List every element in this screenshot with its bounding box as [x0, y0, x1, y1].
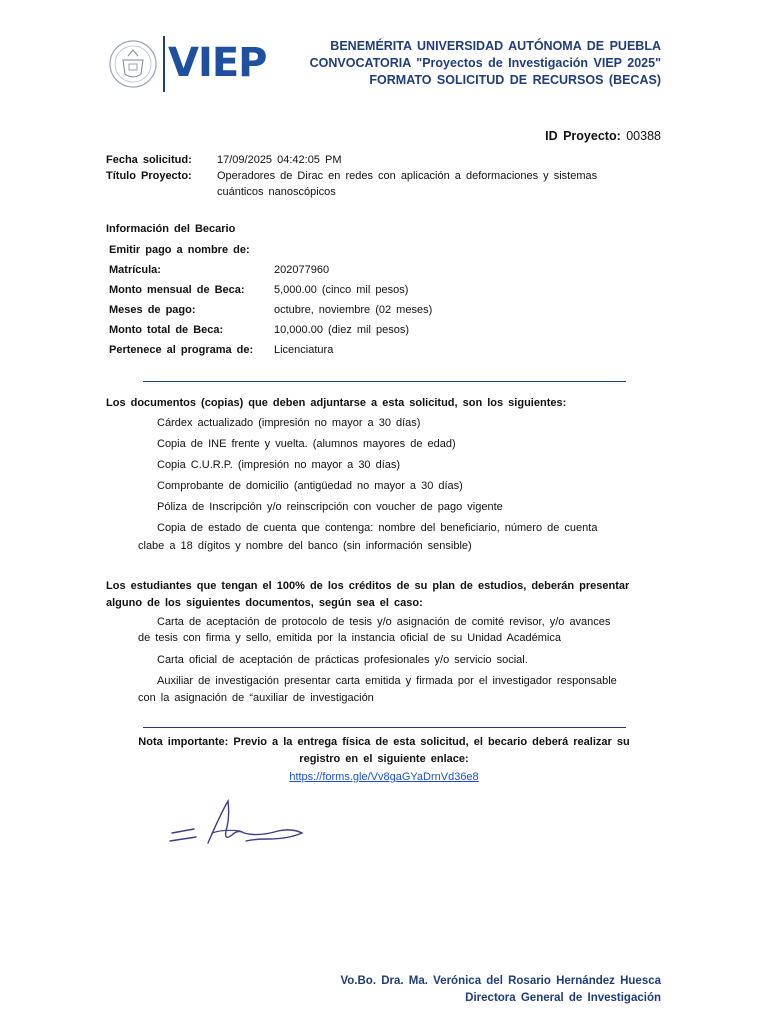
note-line2: registro en el siguiente enlace:	[299, 753, 469, 765]
field-program-value: Licenciatura	[274, 344, 334, 356]
field-total-value: 10,000.00 (diez mil pesos)	[274, 324, 410, 336]
footer-signer-name: Vo.Bo. Dra. Ma. Verónica del Rosario Hernández Huesca	[340, 975, 661, 987]
doc-item-6-line2: clabe a 18 dígitos y nombre del banco (sin información sensible)	[138, 540, 472, 552]
graduates-intro-line2: alguno de los siguientes documentos, según sea el caso:	[106, 597, 423, 609]
project-id	[545, 129, 661, 143]
grad-item-2: Carta oficial de aceptación de prácticas profesionales y/o servicio social.	[157, 654, 528, 666]
signature	[168, 795, 308, 850]
field-matricula-value: 202077960	[274, 264, 330, 276]
doc-item: Copia de INE frente y vuelta. (alumnos mayores de edad)	[157, 438, 456, 450]
doc-item: Cárdex actualizado (impresión no mayor a 30 días)	[157, 417, 421, 429]
field-matricula-label: Matrícula:	[109, 264, 161, 276]
project-id-label: ID Proyecto:	[545, 129, 621, 143]
doc-item: Póliza de Inscripción y/o reinscripción con voucher de pago vigente	[157, 501, 503, 513]
header-university: BENEMÉRITA UNIVERSIDAD AUTÓNOMA DE PUEBLA	[330, 39, 661, 53]
project-id-value: 00388	[626, 129, 661, 143]
title-value-line2: cuánticos nanoscópicos	[217, 186, 336, 198]
field-program-label: Pertenece al programa de:	[109, 344, 254, 356]
doc-item: Comprobante de domicilio (antigüedad no mayor a 30 días)	[157, 480, 463, 492]
documents-intro: Los documentos (copias) que deben adjuntarse a esta solicitud, son los siguientes:	[106, 397, 567, 409]
field-monthly-label: Monto mensual de Beca:	[109, 284, 245, 296]
field-payee-label: Emitir pago a nombre de:	[109, 244, 250, 256]
date-value: 17/09/2025 04:42:05 PM	[217, 154, 342, 166]
becario-section-title: Información del Becario	[106, 223, 236, 235]
field-months-value: octubre, noviembre (02 meses)	[274, 304, 433, 316]
title-value-line1: Operadores de Dirac en redes con aplicación a deformaciones y sistemas	[217, 170, 598, 182]
field-months-label: Meses de pago:	[109, 304, 196, 316]
doc-item: Copia C.U.R.P. (impresión no mayor a 30 días)	[157, 459, 401, 471]
field-total-label: Monto total de Beca:	[109, 324, 224, 336]
field-monthly-value: 5,000.00 (cinco mil pesos)	[274, 284, 409, 296]
divider-2	[143, 727, 626, 728]
graduates-intro-line1: Los estudiantes que tengan el 100% de los créditos de su plan de estudios, deberán presentar	[106, 580, 630, 592]
date-label: Fecha solicitud:	[106, 154, 192, 166]
university-seal-icon	[108, 38, 158, 90]
grad-item-1-line2: de tesis con firma y sello, emitida por la instancia oficial de su Unidad Académica	[138, 632, 561, 644]
divider-1	[143, 381, 626, 382]
logo-divider	[163, 36, 165, 92]
note-line1: Nota importante: Previo a la entrega física de esta solicitud, el becario deberá realizar su	[138, 736, 630, 748]
header-format-title: FORMATO SOLICITUD DE RECURSOS (BECAS)	[369, 73, 661, 87]
grad-item-1-line1: Carta de aceptación de protocolo de tesis y/o asignación de comité revisor, y/o avances	[157, 616, 611, 628]
grad-item-3-line2: con la asignación de “auxiliar de investigación	[138, 692, 374, 704]
header-convocatoria: CONVOCATORIA "Proyectos de Investigación VIEP 2025"	[309, 56, 661, 70]
grad-item-3-line1: Auxiliar de investigación presentar carta emitida y firmada por el investigador responsable	[157, 675, 617, 687]
registration-link[interactable]: https://forms.gle/Vv8gaGYaDrnVd36e8	[289, 771, 479, 783]
footer-signer-title: Directora General de Investigación	[465, 992, 661, 1004]
header-logo	[108, 36, 268, 94]
title-label: Título Proyecto:	[106, 170, 192, 182]
doc-item-6-line1: Copia de estado de cuenta que contenga: nombre del beneficiario, número de cuenta	[157, 522, 598, 534]
viep-logo: VIEP	[168, 40, 267, 86]
